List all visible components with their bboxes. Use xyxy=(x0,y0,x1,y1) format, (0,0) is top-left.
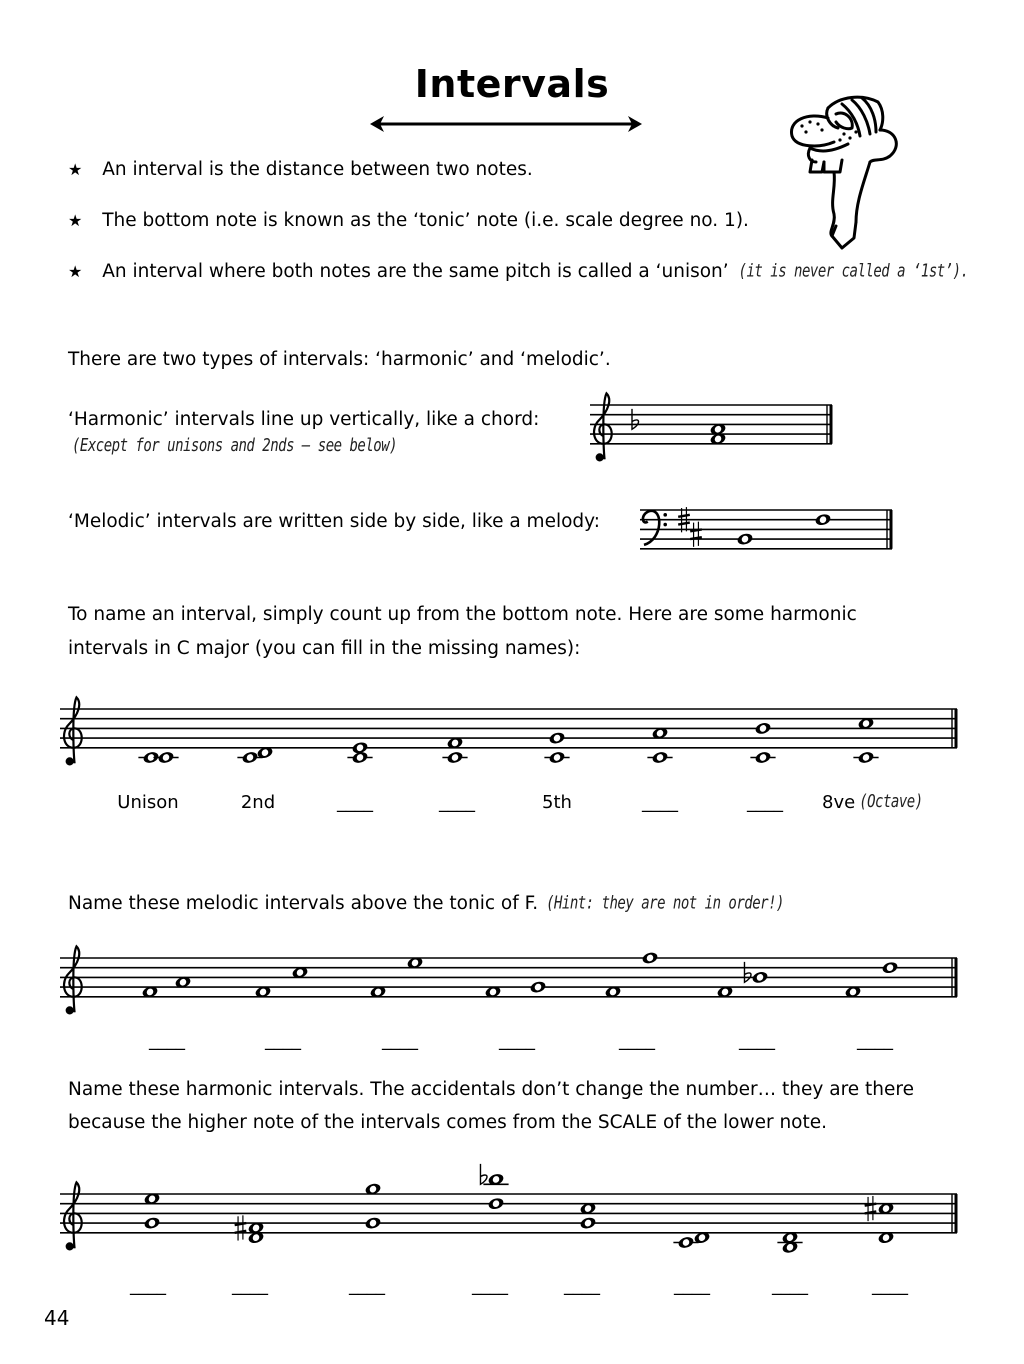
interval-note xyxy=(157,750,175,764)
treble-clef-icon xyxy=(594,393,612,459)
answer-blank[interactable]: ____ xyxy=(674,1275,710,1296)
harmonic-example-staff xyxy=(590,380,840,465)
answer-blank[interactable]: ____ xyxy=(232,1275,268,1296)
melodic-note xyxy=(814,513,832,527)
melodic-exercise-hint: (Hint: they are not in order!) xyxy=(546,893,784,914)
bullet-text: An interval is the distance between two notes. xyxy=(102,159,533,180)
harmonic-interval-note xyxy=(487,1197,505,1211)
sharp-stroke xyxy=(678,515,690,517)
melodic-interval-note xyxy=(529,980,547,994)
interval-note xyxy=(754,721,772,735)
treble-clef-icon xyxy=(64,946,82,1012)
harmonic-exercise-line-2: because the higher note of the intervals comes from the SCALE of the lower note. xyxy=(68,1112,828,1133)
melodic-example-staff xyxy=(640,500,900,560)
sharp-icon xyxy=(865,1196,877,1221)
bullet-item xyxy=(68,161,533,180)
sharp-icon xyxy=(690,522,702,547)
answer-blank[interactable]: ____ xyxy=(857,1030,893,1051)
naming-line-2: intervals in C major (you can fill in the missing names): xyxy=(68,638,581,659)
answer-blank[interactable]: ____ xyxy=(772,1275,808,1296)
treble-clef-icon xyxy=(64,1182,82,1248)
melodic-interval-note xyxy=(641,951,659,965)
answer-blank[interactable]: ____ xyxy=(130,1275,166,1296)
interval-note xyxy=(548,731,566,745)
melodic-exercise-text: Name these melodic intervals above the tonic of F. xyxy=(68,893,539,914)
sharp-icon xyxy=(235,1215,247,1240)
answer-blank[interactable]: ____ xyxy=(337,792,373,813)
answer-blank[interactable]: ____ xyxy=(349,1275,385,1296)
cartoon-character-illustration xyxy=(770,92,930,252)
bullet-text: The bottom note is known as the ‘tonic’ note (i.e. scale degree no. 1). xyxy=(102,210,749,231)
answer-blank[interactable]: ____ xyxy=(872,1275,908,1296)
double-arrow-icon xyxy=(368,114,644,134)
interval-note xyxy=(548,750,566,764)
interval-note xyxy=(857,750,875,764)
star-bullet-icon: ★ xyxy=(68,211,83,230)
harmonic-exception-note: (Except for unisons and 2nds – see below) xyxy=(72,436,398,456)
answer-blank[interactable]: ____ xyxy=(472,1275,508,1296)
melodic-exercise-prompt xyxy=(68,895,784,914)
harmonic-exercise-staff xyxy=(60,1160,970,1260)
melodic-interval-note xyxy=(751,970,769,984)
interval-note xyxy=(446,750,464,764)
melodic-description: ‘Melodic’ intervals are written side by side, like a melody: xyxy=(68,511,600,532)
bass-clef-dot xyxy=(663,523,667,527)
answer-blank[interactable]: ____ xyxy=(382,1030,418,1051)
bass-clef-dot xyxy=(663,513,667,517)
answer-blank[interactable]: ____ xyxy=(747,792,783,813)
star-bullet-icon: ★ xyxy=(68,160,83,179)
harmonic-interval-note xyxy=(677,1235,695,1249)
harmonic-description: ‘Harmonic’ intervals line up vertically, like a chord: xyxy=(68,409,540,430)
treble-clef-dot xyxy=(66,757,74,765)
flat-icon xyxy=(632,409,639,429)
interval-label: 5th xyxy=(542,792,572,813)
interval-note xyxy=(651,750,669,764)
c-major-intervals-staff xyxy=(60,685,970,770)
sharp-stroke xyxy=(678,523,690,525)
answer-blank[interactable]: ____ xyxy=(149,1030,185,1051)
treble-clef-dot xyxy=(66,1242,74,1250)
answer-blank[interactable]: ____ xyxy=(564,1275,600,1296)
interval-label: Unison xyxy=(117,792,179,813)
naming-line-1: To name an interval, simply count up from the bottom note. Here are some harmonic xyxy=(68,604,857,625)
harmonic-interval-note xyxy=(143,1216,161,1230)
handwritten-aside: (it is never called a ‘1st’). xyxy=(738,261,969,282)
flat-icon xyxy=(744,962,751,982)
types-intro: There are two types of intervals: ‘harmonic’ and ‘melodic’. xyxy=(68,349,611,370)
harmonic-exercise-line-1: Name these harmonic intervals. The accidentals don’t change the number… they are there xyxy=(68,1079,914,1100)
flat-icon xyxy=(480,1164,487,1184)
interval-label: 8ve (Octave) xyxy=(822,792,923,813)
interval-note xyxy=(241,750,259,764)
octave-aside: (Octave) xyxy=(859,792,923,812)
melodic-note xyxy=(736,532,754,546)
answer-blank[interactable]: ____ xyxy=(739,1030,775,1051)
page-title: Intervals xyxy=(414,62,610,106)
page-number: 44 xyxy=(44,1306,70,1330)
treble-clef-dot xyxy=(596,453,604,461)
answer-blank[interactable]: ____ xyxy=(439,792,475,813)
bullet-item xyxy=(68,212,749,231)
harmonic-interval-note xyxy=(579,1216,597,1230)
harmonic-interval-note xyxy=(364,1216,382,1230)
answer-blank[interactable]: ____ xyxy=(642,792,678,813)
melodic-exercise-staff xyxy=(60,930,970,1020)
bullet-text: An interval where both notes are the same pitch is called a ‘unison’ xyxy=(102,261,729,282)
bullet-item xyxy=(68,263,968,282)
answer-blank[interactable]: ____ xyxy=(265,1030,301,1051)
interval-note xyxy=(754,750,772,764)
treble-clef-dot xyxy=(66,1006,74,1014)
interval-note xyxy=(351,741,369,755)
interval-label: 2nd xyxy=(240,792,276,813)
answer-blank[interactable]: ____ xyxy=(499,1030,535,1051)
star-bullet-icon: ★ xyxy=(68,262,83,281)
melodic-interval-note xyxy=(881,961,899,975)
treble-clef-icon xyxy=(64,697,82,763)
answer-blank[interactable]: ____ xyxy=(619,1030,655,1051)
